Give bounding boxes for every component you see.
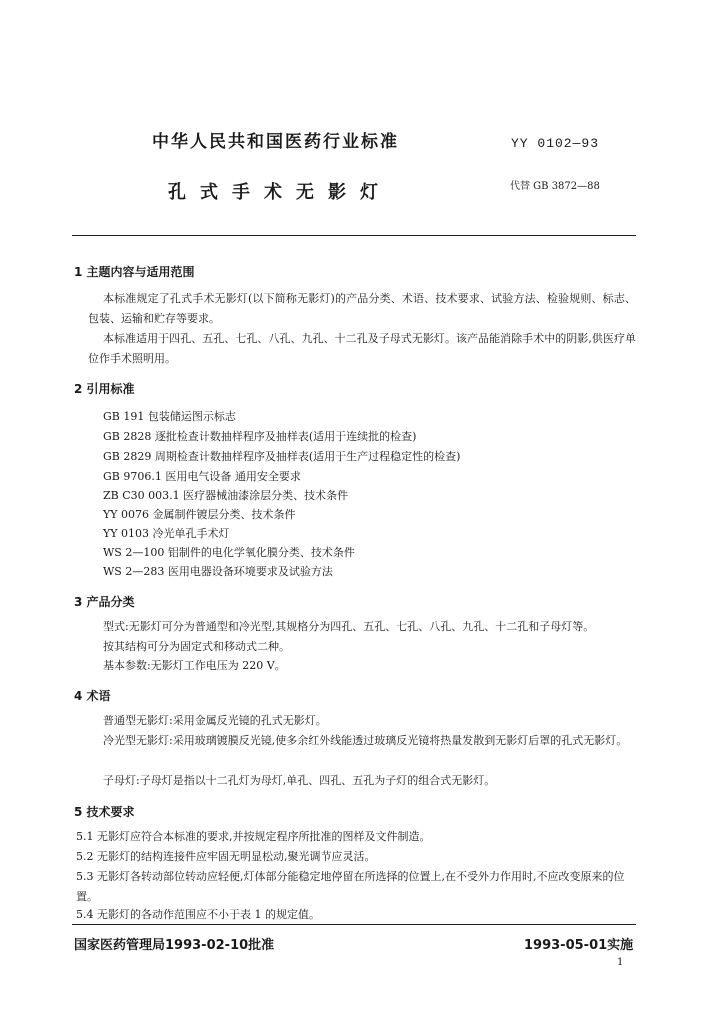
effective-line: 1993-05-01实施 xyxy=(524,938,634,953)
reference-item: GB 191 包装储运图示标志 xyxy=(103,410,236,423)
section-5-heading: 5 技术要求 xyxy=(74,805,135,819)
reference-item: YY 0076 金属制件镀层分类、技术条件 xyxy=(103,508,296,521)
reference-item: WS 2—283 医用电器设备环境要求及试验方法 xyxy=(103,565,333,578)
section-3-heading: 3 产品分类 xyxy=(74,595,135,609)
standard-title: 中华人民共和国医药行业标准 xyxy=(152,132,399,152)
section-4-paragraph-2: 冷光型无影灯:采用玻璃镀膜反光镜,使多余红外线能透过玻璃反光镜将热量发散到无影灯后罩的孔式无影灯。 xyxy=(103,734,628,747)
section-1-paragraph-2: 本标准适用于四孔、五孔、七孔、八孔、九孔、十二孔及子母式无影灯。该产品能消除手术中的阴影,供医疗单位作手术照明用。 xyxy=(88,332,636,365)
requirement-item: 5.3 无影灯各转动部位转动应轻便,灯体部分能稳定地停留在所选择的位置上,在不受外力作用时,不应改变原来的位置。 xyxy=(76,870,625,903)
reference-item: ZB C30 003.1 医疗器械油漆涂层分类、技术条件 xyxy=(103,489,349,502)
reference-item: YY 0103 冷光单孔手术灯 xyxy=(103,527,230,540)
section-3-paragraph-2: 按其结构可分为固定式和移动式二种。 xyxy=(103,640,290,653)
reference-item: GB 2829 周期检查计数抽样程序及抽样表(适用于生产过程稳定性的检查) xyxy=(103,450,461,463)
requirement-item: 5.1 无影灯应符合本标准的要求,并按规定程序所批准的图样及文件制造。 xyxy=(76,830,431,843)
requirement-item: 5.4 无影灯的各动作范围应不小于表 1 的规定值。 xyxy=(76,908,320,921)
section-2-heading: 2 引用标准 xyxy=(74,382,135,396)
section-3-paragraph-3: 基本参数:无影灯工作电压为 220 V。 xyxy=(103,659,286,672)
reference-item: WS 2—100 铝制件的电化学氧化膜分类、技术条件 xyxy=(103,546,355,559)
section-4-paragraph-3: 子母灯:子母灯是指以十二孔灯为母灯,单孔、四孔、五孔为子灯的组合式无影灯。 xyxy=(103,774,496,787)
approval-line: 国家医药管理局1993-02-10批准 xyxy=(74,938,275,953)
reference-item: GB 2828 逐批检查计数抽样程序及抽样表(适用于连续批的检查) xyxy=(103,430,417,443)
requirement-item: 5.2 无影灯的结构连接件应牢固无明显松动,聚光调节应灵活。 xyxy=(76,850,376,863)
footer-divider xyxy=(72,924,636,925)
section-4-heading: 4 术语 xyxy=(74,689,111,703)
section-1-paragraph-1: 本标准规定了孔式手术无影灯(以下简称无影灯)的产品分类、术语、技术要求、试验方法、检验规则、标志、包装、运输和贮存等要求。 xyxy=(88,292,636,325)
replaces-note: 代替 GB 3872—88 xyxy=(510,181,600,192)
page-number: 1 xyxy=(617,957,624,968)
reference-item: GB 9706.1 医用电气设备 通用安全要求 xyxy=(103,470,301,483)
standard-code: YY 0102—93 xyxy=(511,136,600,151)
section-1-heading: 1 主题内容与适用范围 xyxy=(74,265,195,279)
product-name: 孔式手术无影灯 xyxy=(168,182,392,203)
section-4-paragraph-1: 普通型无影灯:采用金属反光镜的孔式无影灯。 xyxy=(103,714,327,727)
header-divider xyxy=(72,235,636,236)
section-3-paragraph-1: 型式:无影灯可分为普通型和冷光型,其规格分为四孔、五孔、七孔、八孔、九孔、十二孔和子母灯等。 xyxy=(103,620,595,633)
